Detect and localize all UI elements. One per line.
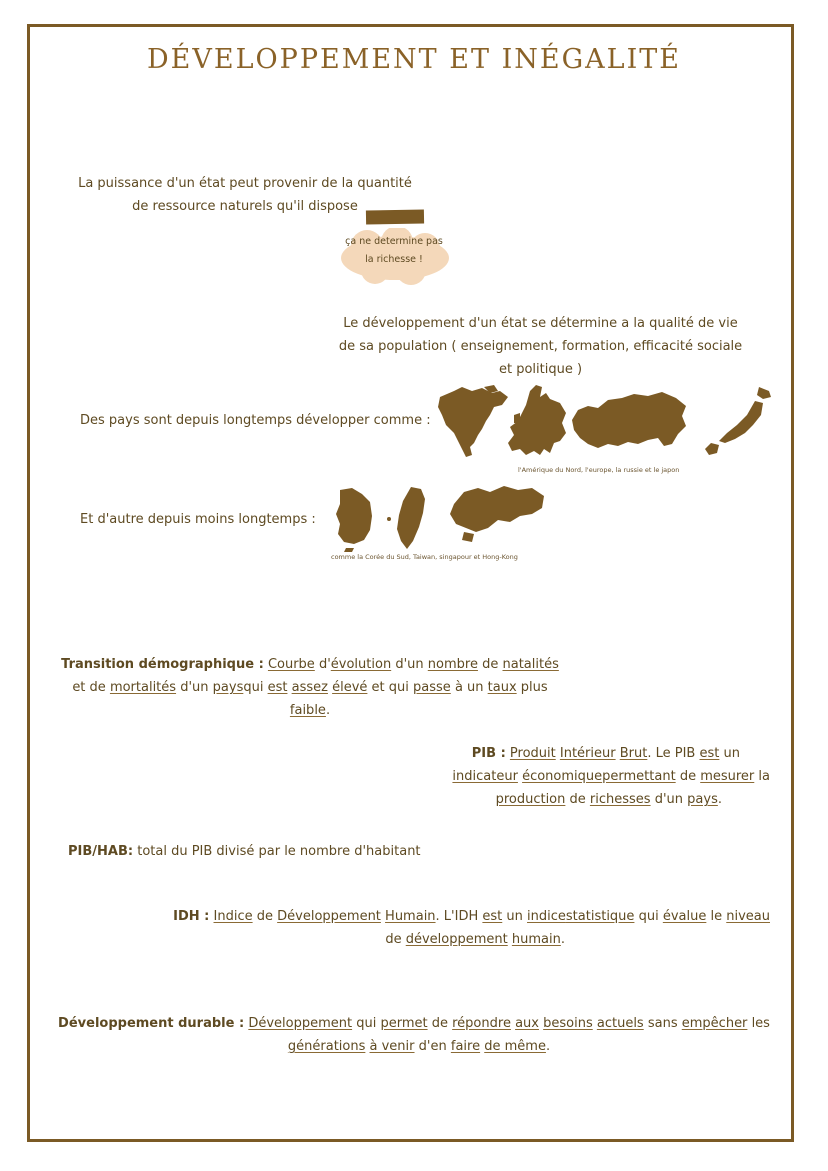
- word-a-un: à un: [454, 680, 484, 695]
- definition-pib-hab: [68, 840, 421, 863]
- word-developpement: développement: [405, 932, 508, 947]
- developed-caption: l'Amérique du Nord, l'europe, la russie et le japon: [518, 466, 680, 474]
- durable-term: Développement durable :: [58, 1016, 245, 1031]
- pib-term: PIB :: [471, 746, 506, 761]
- word-de: de: [679, 769, 697, 784]
- russia-map: [568, 390, 690, 454]
- word-indice: Indice: [213, 909, 253, 924]
- word-niveau: niveau: [726, 909, 770, 924]
- punct: .: [717, 792, 722, 807]
- word-repondre: répondre: [452, 1016, 511, 1031]
- word-de: de: [569, 792, 586, 807]
- word-richesses: richesses: [589, 792, 651, 807]
- transition-line-3: [60, 699, 560, 722]
- word-statistique: statistique: [565, 909, 635, 924]
- cloud-note-text: [337, 233, 451, 269]
- definition-durable: [56, 1012, 772, 1058]
- japan-map: [703, 385, 775, 460]
- idh-line-1: [150, 905, 770, 928]
- word-qui: qui: [243, 680, 264, 695]
- word-faire: faire: [450, 1039, 481, 1054]
- word-indicateur: indicateur: [452, 769, 518, 784]
- word-est: est: [482, 909, 503, 924]
- word-evolution: évolution: [330, 657, 392, 672]
- word-est: est: [267, 680, 288, 695]
- idh-term: IDH :: [173, 909, 210, 924]
- word-dun: d'un: [180, 680, 209, 695]
- word-courbe: Courbe: [267, 657, 315, 672]
- word-permettant: permettant: [602, 769, 676, 784]
- word-empecher: empêcher: [681, 1016, 748, 1031]
- recent-countries-text: Et d'autre depuis moins longtemps :: [80, 512, 316, 527]
- cloud-note-line-2: la richesse !: [365, 254, 423, 265]
- word-humain: humain: [511, 932, 561, 947]
- word-nombre: nombre: [427, 657, 478, 672]
- word-l-idh: . L'IDH: [435, 909, 479, 924]
- cloud-note-line-1: ça ne determine pas: [345, 236, 443, 247]
- word-mesurer: mesurer: [700, 769, 755, 784]
- word-production: production: [495, 792, 566, 807]
- pib-hab-term: PIB/HAB:: [68, 844, 134, 859]
- word-evalue: évalue: [662, 909, 707, 924]
- word-passe: passe: [413, 680, 451, 695]
- word-den: d'en: [418, 1039, 447, 1054]
- south-korea-map: [330, 486, 380, 552]
- word-a-venir: à venir: [369, 1039, 415, 1054]
- pib-line-2: [420, 765, 770, 788]
- word-permet: permet: [380, 1016, 428, 1031]
- word-economique: économique: [522, 769, 603, 784]
- europe-map: [500, 383, 570, 463]
- word-est: est: [699, 746, 720, 761]
- durable-line-1: [56, 1012, 772, 1035]
- word-et-de: et de: [72, 680, 106, 695]
- word-de: de: [482, 657, 499, 672]
- word-interieur: Intérieur: [559, 746, 616, 761]
- word-generations: générations: [287, 1039, 366, 1054]
- developed-countries-text: Des pays sont depuis longtemps développer comme :: [80, 413, 431, 428]
- punct: .: [560, 932, 565, 947]
- definition-pib: [420, 742, 770, 811]
- development-text: [318, 312, 763, 381]
- development-line-1: Le développement d'un état se détermine a la qualité de vie: [343, 316, 738, 331]
- word-developpement: Développement: [248, 1016, 353, 1031]
- word-brut: Brut: [619, 746, 648, 761]
- word-les: les: [751, 1016, 770, 1031]
- word-de: de: [256, 909, 273, 924]
- development-line-2: de sa population ( enseignement, formation, efficacité sociale: [338, 339, 743, 354]
- pib-line-3: [420, 788, 770, 811]
- word-mortalites: mortalités: [109, 680, 177, 695]
- word-faible: faible: [289, 703, 326, 718]
- word-le: le: [710, 909, 723, 924]
- singapore-map: [444, 484, 548, 546]
- word-eleve: élevé: [332, 680, 368, 695]
- word-besoins: besoins: [543, 1016, 593, 1031]
- word-natalites: natalités: [502, 657, 559, 672]
- word-indice: indice: [527, 909, 566, 924]
- word-actuels: actuels: [596, 1016, 644, 1031]
- word-aux: aux: [515, 1016, 539, 1031]
- intro-line-2: de ressource naturels qu'il dispose: [132, 199, 358, 214]
- word-taux: taux: [487, 680, 517, 695]
- word-assez: assez: [291, 680, 328, 695]
- punct: .: [545, 1039, 551, 1054]
- punct: .: [325, 703, 331, 718]
- word-pays: pays: [212, 680, 244, 695]
- word-dun: d'un: [654, 792, 684, 807]
- pib-line-1: [420, 742, 770, 765]
- word-le-pib: . Le PIB: [647, 746, 696, 761]
- word-sans: sans: [647, 1016, 678, 1031]
- word-de: de: [385, 932, 402, 947]
- word-de: de: [431, 1016, 448, 1031]
- word-plus: plus: [520, 680, 548, 695]
- definition-transition: [60, 653, 560, 722]
- transition-line-2: [60, 676, 560, 699]
- word-et-qui: et qui: [371, 680, 409, 695]
- word-de-meme: de même: [484, 1039, 546, 1054]
- development-line-3: et politique ): [498, 362, 583, 377]
- definition-idh: [150, 905, 770, 951]
- idh-line-2: [150, 928, 770, 951]
- durable-line-2: [56, 1035, 772, 1058]
- word-un: un: [506, 909, 523, 924]
- intro-line-1: La puissance d'un état peut provenir de la quantité: [78, 176, 412, 191]
- tape-decoration: [366, 209, 424, 224]
- word-humain: Humain: [385, 909, 436, 924]
- pib-hab-text: total du PIB divisé par le nombre d'habitant: [137, 844, 421, 859]
- word-d-apostrophe: d': [318, 657, 331, 672]
- word-un: un: [723, 746, 740, 761]
- word-pays: pays: [687, 792, 718, 807]
- transition-term: Transition démographique :: [61, 657, 264, 672]
- taiwan-map: [385, 485, 430, 551]
- word-la: la: [758, 769, 770, 784]
- word-qui: qui: [356, 1016, 377, 1031]
- page-title: DÉVELOPPEMENT ET INÉGALITÉ: [147, 44, 681, 75]
- recent-caption: comme la Corée du Sud, Taiwan, singapour et Hong-Kong: [331, 553, 518, 561]
- word-developpement: Développement: [277, 909, 381, 924]
- word-qui: qui: [638, 909, 659, 924]
- transition-line-1: [60, 653, 560, 676]
- word-dun: d'un: [395, 657, 424, 672]
- word-produit: Produit: [509, 746, 556, 761]
